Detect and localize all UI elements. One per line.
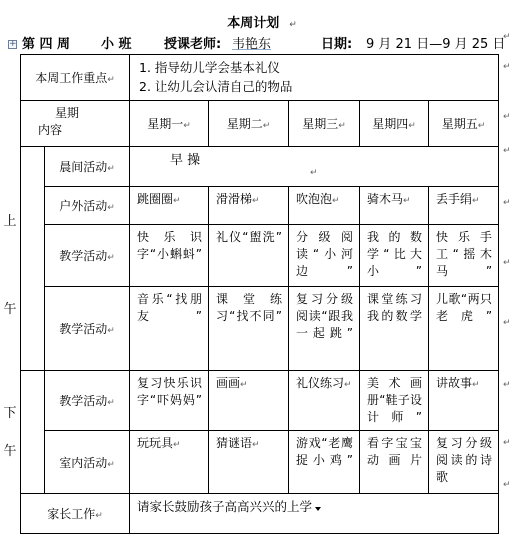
activity-cell[interactable]: 丢手绢↵ [429, 187, 499, 225]
activity-cell[interactable]: 复习快乐识字“吓妈妈” [130, 371, 209, 431]
focus-row [21, 55, 499, 101]
table-row [21, 187, 499, 225]
activity-cell[interactable]: 游戏“老鹰捉小鸡” [289, 431, 360, 494]
week-info-line [22, 33, 520, 53]
activity-cell[interactable]: 分级阅读“小河边” [289, 225, 360, 287]
row-name-cell[interactable]: 晨间活动↵ [45, 147, 130, 187]
paragraph-mark: ↵ [503, 318, 511, 328]
row-name-cell[interactable]: 教学活动↵ [45, 371, 130, 431]
paragraph-mark: ↵ [503, 198, 511, 208]
corner-cell[interactable] [21, 101, 130, 147]
activity-cell[interactable]: 快乐识字“小蝌蚪” [130, 225, 209, 287]
pm-section-cell[interactable] [21, 371, 45, 494]
activity-cell[interactable]: 骑木马↵ [360, 187, 429, 225]
table-row [21, 147, 499, 187]
activity-cell[interactable]: 儿歌“两只老虎” [429, 287, 499, 371]
focus-item: 2. 让幼儿会认清自己的物品 [139, 79, 293, 94]
am-section-cell[interactable] [21, 147, 45, 371]
teacher-label: 授课老师: [164, 37, 222, 52]
activity-cell[interactable]: 画画↵ [209, 371, 289, 431]
activity-cell[interactable]: 猜谜语↵ [209, 431, 289, 494]
class-label: 小 班 [101, 37, 132, 52]
activity-cell[interactable]: 快乐手工“摇木马” [429, 225, 499, 287]
row-name-cell[interactable]: 教学活动↵ [45, 287, 130, 371]
am-label-lower: 午 [3, 302, 17, 317]
paragraph-mark: ↵ [503, 146, 511, 156]
activity-cell[interactable]: 吹泡泡↵ [289, 187, 360, 225]
focus-content-cell[interactable] [130, 55, 499, 101]
paragraph-mark: ↵ [503, 480, 511, 490]
parent-label-cell[interactable]: 家长工作↵ [21, 494, 130, 534]
activity-cell[interactable]: 复习分级阅读“跟我一起跳” [289, 287, 360, 371]
activity-cell[interactable]: 玩玩具↵ [130, 431, 209, 494]
date-label: 日期: [321, 37, 353, 52]
parent-row [21, 494, 499, 534]
activity-cell[interactable]: 滑滑梯↵ [209, 187, 289, 225]
paragraph-mark: ↵ [503, 112, 511, 122]
pm-label-lower: 午 [3, 444, 17, 459]
corner-content-label: 内容 [38, 123, 63, 137]
activity-cell[interactable]: 礼仪练习↵ [289, 371, 360, 431]
activity-cell[interactable]: 看字宝宝动画片 [360, 431, 429, 494]
activity-cell[interactable]: 礼仪“盥洗” [209, 225, 289, 287]
page-title: 本周计划 ↵ [227, 16, 297, 31]
paragraph-mark: ↵ [503, 380, 511, 390]
paragraph-mark: ↵ [503, 32, 511, 42]
activity-cell[interactable]: 讲故事↵ [429, 371, 499, 431]
paragraph-mark: ↵ [503, 62, 511, 72]
paragraph-mark: ↵ [503, 438, 511, 448]
row-name-cell[interactable]: 户外活动↵ [45, 187, 130, 225]
activity-cell[interactable]: 课堂练习“找不同” [209, 287, 289, 371]
parent-content-cell[interactable]: 请家长鼓励孩子高高兴兴的上学 [130, 494, 499, 534]
day-header-row [21, 101, 499, 147]
table-row [21, 225, 499, 287]
activity-cell[interactable]: 课堂练习我的数学 [360, 287, 429, 371]
activity-cell[interactable]: 音乐“找朋友” [130, 287, 209, 371]
merged-activity-cell[interactable]: 早 操 ↵ [130, 147, 499, 187]
date-value: 9 月 21 日—9 月 25 日 [366, 37, 506, 52]
day-header-cell[interactable]: 星期三↵ [289, 101, 360, 147]
teacher-name: 韦艳东 [232, 37, 272, 52]
activity-cell[interactable]: 跳圈圈↵ [130, 187, 209, 225]
activity-cell[interactable]: 复习分级阅读的诗歌 [429, 431, 499, 494]
row-name-cell[interactable]: 教学活动↵ [45, 225, 130, 287]
weekly-plan-table [20, 54, 499, 534]
corner-weekday-label: 星期 [55, 106, 80, 120]
focus-item: 1. 指导幼儿学会基本礼仪 [139, 60, 280, 75]
table-row [21, 431, 499, 494]
move-handle-icon[interactable]: + [9, 39, 17, 49]
pm-label-upper: 下 [3, 406, 17, 421]
activity-cell[interactable]: 我的数学“比大小” [360, 225, 429, 287]
am-label-upper: 上 [3, 214, 17, 229]
activity-cell[interactable]: 美术画册“鞋子设计师” [360, 371, 429, 431]
day-header-cell[interactable]: 星期四↵ [360, 101, 429, 147]
row-name-cell[interactable]: 室内活动↵ [45, 431, 130, 494]
day-header-cell[interactable]: 星期二↵ [209, 101, 289, 147]
day-header-cell[interactable]: 星期五↵ [429, 101, 499, 147]
week-label: 第 四 周 [22, 37, 71, 52]
table-row [21, 287, 499, 371]
focus-label-cell[interactable]: 本周工作重点↵ [21, 55, 130, 101]
paragraph-mark: ↵ [503, 258, 511, 268]
dropdown-arrow-icon [315, 507, 321, 511]
table-row [21, 371, 499, 431]
day-header-cell[interactable]: 星期一↵ [130, 101, 209, 147]
